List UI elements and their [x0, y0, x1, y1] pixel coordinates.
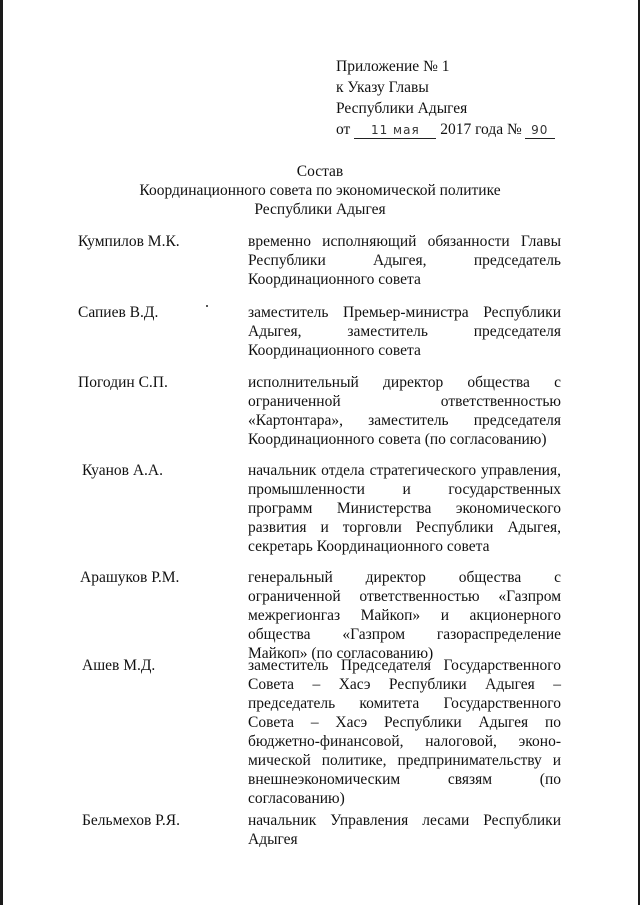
document-heading — [0, 162, 640, 219]
heading-line-3: Республики Адыгея — [254, 201, 386, 218]
member-role: начальник отдела стратегического управления, промышленности и государственных программ Министерства экономического развития и торговли Республики Адыгея, секретарь Координационного совета — [248, 462, 561, 555]
appendix-line-2: к Указу Главы — [336, 79, 429, 96]
page-left-edge — [0, 0, 3, 905]
heading-line-2: Координационного совета по экономической политике — [139, 182, 501, 199]
member-role: исполнительный директор общества с ограниченной ответственностью «Картонтара», заместитель председателя Координационного совета (по согласованию) — [248, 374, 561, 448]
member-name: Ашев М.Д. — [82, 657, 156, 674]
appendix-line-3: Республики Адыгея — [336, 100, 468, 117]
heading-title: Состав — [296, 163, 344, 180]
appendix-line-1: Приложение № 1 — [336, 58, 450, 75]
member-role: заместитель Председателя Государственного Совета – Хасэ Республики Адыгея – председатель комитета Государственного Совета – Хасэ Республики Адыгея по бюджетно-финансовой, налоговой, экономической политике, предпринимательству и внешнеэкономическим связям (по согласованию) — [248, 657, 561, 807]
appendix-header — [336, 56, 596, 140]
appendix-date-line — [336, 119, 596, 140]
date-prefix: от — [336, 121, 351, 138]
member-name: Погодин С.П. — [78, 374, 168, 391]
member-role: заместитель Премьер-министра Республики Адыгея, заместитель председателя Координационного совета — [248, 304, 561, 359]
member-name: Арашуков Р.М. — [80, 569, 180, 586]
member-role: временно исполняющий обязанности Главы Республики Адыгея, председатель Координационного совета — [248, 233, 561, 288]
handwritten-number: 90 — [525, 122, 555, 139]
member-name: Кумпилов М.К. — [78, 233, 180, 250]
member-role: генеральный директор общества с ограниченной ответственностью «Газпром межрегионгаз Майкоп» и акционерного общества «Газпром газораспределение Майкоп» (по согласованию) — [248, 569, 561, 662]
handwritten-date: 11 мая — [354, 122, 436, 139]
member-name: Куанов А.А. — [82, 462, 163, 479]
date-suffix: 2017 года № — [440, 121, 522, 138]
member-name: Сапиев В.Д. — [78, 304, 159, 321]
scan-speck — [206, 305, 208, 307]
member-role: начальник Управления лесами Республики Адыгея — [248, 812, 561, 848]
member-name: Бельмехов Р.Я. — [82, 812, 180, 829]
